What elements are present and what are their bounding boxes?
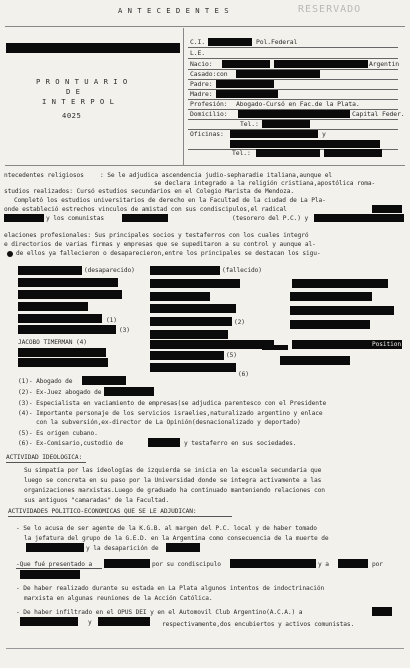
redaction-block <box>238 110 350 118</box>
redaction-block <box>150 317 232 326</box>
column-divider <box>183 28 184 165</box>
note-6a: (6)- Ex-Comisario,custodio de <box>18 440 124 447</box>
ideologica-line3: organizaciones marxistas.Luego de graduado ha continuado manteniendo relaciones con <box>24 487 325 494</box>
note-4a: (4)- Importante personaje de los servicios israelies,naturalizado argentino y enlace <box>18 410 323 417</box>
redaction-block <box>150 363 236 372</box>
redaction-block <box>230 559 316 568</box>
politico-line6: marxista en algunas reuniones de la Acción Católica. <box>24 595 213 602</box>
redaction-block <box>26 543 84 552</box>
note-6b: y testaferro en sus sociedades. <box>184 440 297 447</box>
note-3: (3)- Especialista en vaciamiento de empresas(se adjudica parentesco con el Presidente <box>18 400 327 407</box>
redaction-block <box>20 617 78 626</box>
header-rule <box>5 26 405 27</box>
politico-line3: y la desaparición de <box>86 545 159 552</box>
prontuario-number: 4025 <box>62 111 82 120</box>
redaction-block <box>18 358 108 367</box>
page-bottom-rule <box>6 648 404 649</box>
profesion-value: Abogado-Cursó en Fac.de la Plata. <box>236 100 360 108</box>
politico-line4b: por su condiscipulo <box>152 561 221 568</box>
politico-line1: - Se lo acusa de ser agente de la K.G.B. al margen del P.C. local y de haber tomado <box>16 525 317 532</box>
redaction-block <box>82 376 126 385</box>
prontuario-line3: I N T E R P O L <box>42 97 115 106</box>
redaction-block <box>150 304 236 313</box>
religion-line1: : Se le adjudica ascendencia judio-sepharadie italiana,aunque el <box>100 172 333 179</box>
redaction-block <box>122 214 168 222</box>
professional-line3: de ellos ya fallecieron o desaparecieron,entre los principales se destacan los sigu- <box>16 250 321 257</box>
ideologica-line1: Su simpatía por las ideologías de izquierda se inicia en la escuela secundaria que <box>24 467 322 474</box>
domicilio-label: Domicilio: <box>190 110 228 118</box>
text-underline <box>16 568 102 569</box>
redaction-block <box>230 130 318 138</box>
redaction-block <box>18 278 118 287</box>
redaction-block <box>216 80 274 88</box>
redaction-block <box>208 38 252 46</box>
nacio-label: Nacio: <box>190 60 213 68</box>
politico-line4a: -Que fué presentado a <box>16 561 93 568</box>
redaction-block <box>104 387 154 396</box>
redaction-block <box>18 314 102 323</box>
professional-line2: e directorios de varias firmas y empresas que se supeditaron a su control y aunque al- <box>4 241 316 248</box>
politico-line7: - De haber infiltrado en el OPUS DEI y en el Automovil Club Argentino(A.C.A.) a <box>16 609 303 616</box>
politico-line4c: y a <box>318 561 329 568</box>
document-title: A N T E C E D E N T E S <box>118 6 230 15</box>
associate-position: Position <box>372 341 402 348</box>
politico-line8a: y <box>88 619 92 626</box>
note-5: (5)- Es origen cubano. <box>18 430 98 437</box>
studies-line1: studios realizados: Cursó estudios secundarios en el Colegio Marista de Mendoza. <box>4 188 295 195</box>
note-4b: con la subversión,ex-director de La Opinión(desnacionalizado y deportado) <box>36 419 301 426</box>
politico-line5: - De haber realizado durante su estada en La Plata algunos intentos de indoctrinación <box>16 585 325 592</box>
bullet-dot <box>7 251 13 257</box>
associate-note-5: (5) <box>226 352 237 359</box>
redaction-block <box>4 214 44 222</box>
field-rule <box>188 58 398 59</box>
redaction-block <box>222 60 270 68</box>
ideologica-line4: sus antiguos "camaradas" de la Facultad. <box>24 497 170 504</box>
redaction-block <box>314 214 404 222</box>
ci-label: C.I. <box>190 38 205 46</box>
redaction-block <box>338 559 368 568</box>
redaction-block <box>262 345 288 350</box>
associate-note-6: (6) <box>238 371 249 378</box>
redaction-block <box>104 559 150 568</box>
redaction-block <box>372 205 402 213</box>
ideologica-heading: ACTIVIDAD IDEOLOGICA: <box>6 454 83 461</box>
le-label: L.E. <box>190 49 205 57</box>
redaction-block <box>18 290 122 299</box>
redaction-block <box>18 266 82 275</box>
section-rule <box>5 165 405 166</box>
redaction-block <box>18 302 88 311</box>
padre-label: Padre: <box>190 80 213 88</box>
redaction-block <box>20 570 80 579</box>
redaction-block <box>6 43 180 53</box>
redaction-block <box>18 325 116 334</box>
redaction-block <box>150 330 228 339</box>
field-rule <box>188 47 398 48</box>
heading-underline <box>8 516 232 517</box>
prontuario-line1: P R O N T U A R I O <box>36 77 128 86</box>
redaction-block <box>230 140 380 148</box>
redaction-block <box>18 348 106 357</box>
ci-value: Pol.Federal <box>256 38 298 46</box>
note-2: (2)- Ex-Juez abogado de <box>18 389 102 396</box>
redaction-block <box>150 351 224 360</box>
politico-line8b: respectivamente,dos encubiertos y activos comunistas. <box>162 621 355 628</box>
redaction-block <box>166 543 200 552</box>
redaction-block <box>290 306 394 315</box>
associate-note-2: (2) <box>234 319 245 326</box>
redaction-block <box>216 90 278 98</box>
profesion-label: Profesión: <box>190 100 228 108</box>
oficinas-y: y <box>322 130 326 138</box>
redaction-block <box>98 617 150 626</box>
associate-fallecido: (fallecido) <box>222 267 262 274</box>
madre-label: Madre: <box>190 90 213 98</box>
redaction-block <box>290 320 370 329</box>
studies-line4: y los comunistas <box>46 215 105 222</box>
politico-line2: la jefatura del grupo de la G.E.D. en la Argentina como consecuencia de la muerte de <box>24 535 329 542</box>
politico-line4d: por <box>372 561 383 568</box>
redaction-block <box>324 149 382 157</box>
note-1: (1)- Abogado de <box>18 378 73 385</box>
associate-note-3: (3) <box>119 327 130 334</box>
nacio-value: Argentin <box>369 60 399 68</box>
associate-desaparecido: (desaparecido) <box>84 267 135 274</box>
oficinas-label: Oficinas: <box>190 130 224 138</box>
casado-label: Casado:con <box>190 70 228 78</box>
redaction-block <box>150 279 240 288</box>
prontuario-line2: D E <box>66 87 81 96</box>
redaction-block <box>148 438 180 447</box>
redaction-block <box>292 279 388 288</box>
studies-line4b: (tesorero del P.C.) y <box>232 215 309 222</box>
religion-heading: ntecedentes religiosos <box>4 172 84 179</box>
tel1-label: Tel.: <box>240 120 259 128</box>
redaction-block <box>256 149 320 157</box>
associate-jacobo: JACOBO TIMERMAN (4) <box>18 339 87 346</box>
heading-underline <box>6 462 86 463</box>
redaction-block <box>290 292 372 301</box>
religion-line2: se declara integrado a la religión cristiana,apostólica roma- <box>154 180 376 187</box>
domicilio-value: Capital Feder. <box>352 110 405 118</box>
redaction-block <box>372 607 392 616</box>
redaction-block <box>280 356 350 365</box>
classification-stamp: RESERVADO <box>298 4 362 15</box>
ideologica-line2: luego se concreta en su paso por la Universidad donde se integra activamente a las <box>24 477 322 484</box>
studies-line2: Completó los estudios universitarios de derecho en la Facultad de la ciudad de La Pla- <box>14 197 326 204</box>
professional-line1: elaciones profesionales: Sus principales socios y testaferros con los cuales integró <box>4 232 309 239</box>
tel2-label: Tel.: <box>232 149 251 157</box>
studies-line3: onde estableció estrechos vinculos de amistad con sus condiscipulos,el radical <box>4 206 287 213</box>
redaction-block <box>274 60 368 68</box>
redaction-block <box>150 340 274 349</box>
redaction-block <box>236 70 320 78</box>
politico-heading: ACTIVIDADES POLITICO-ECONOMICAS QUE SE LE ADJUDICAN: <box>8 508 197 515</box>
associate-note-1: (1) <box>106 317 117 324</box>
redaction-block <box>262 120 310 128</box>
redaction-block <box>150 292 210 301</box>
redaction-block <box>150 266 220 275</box>
